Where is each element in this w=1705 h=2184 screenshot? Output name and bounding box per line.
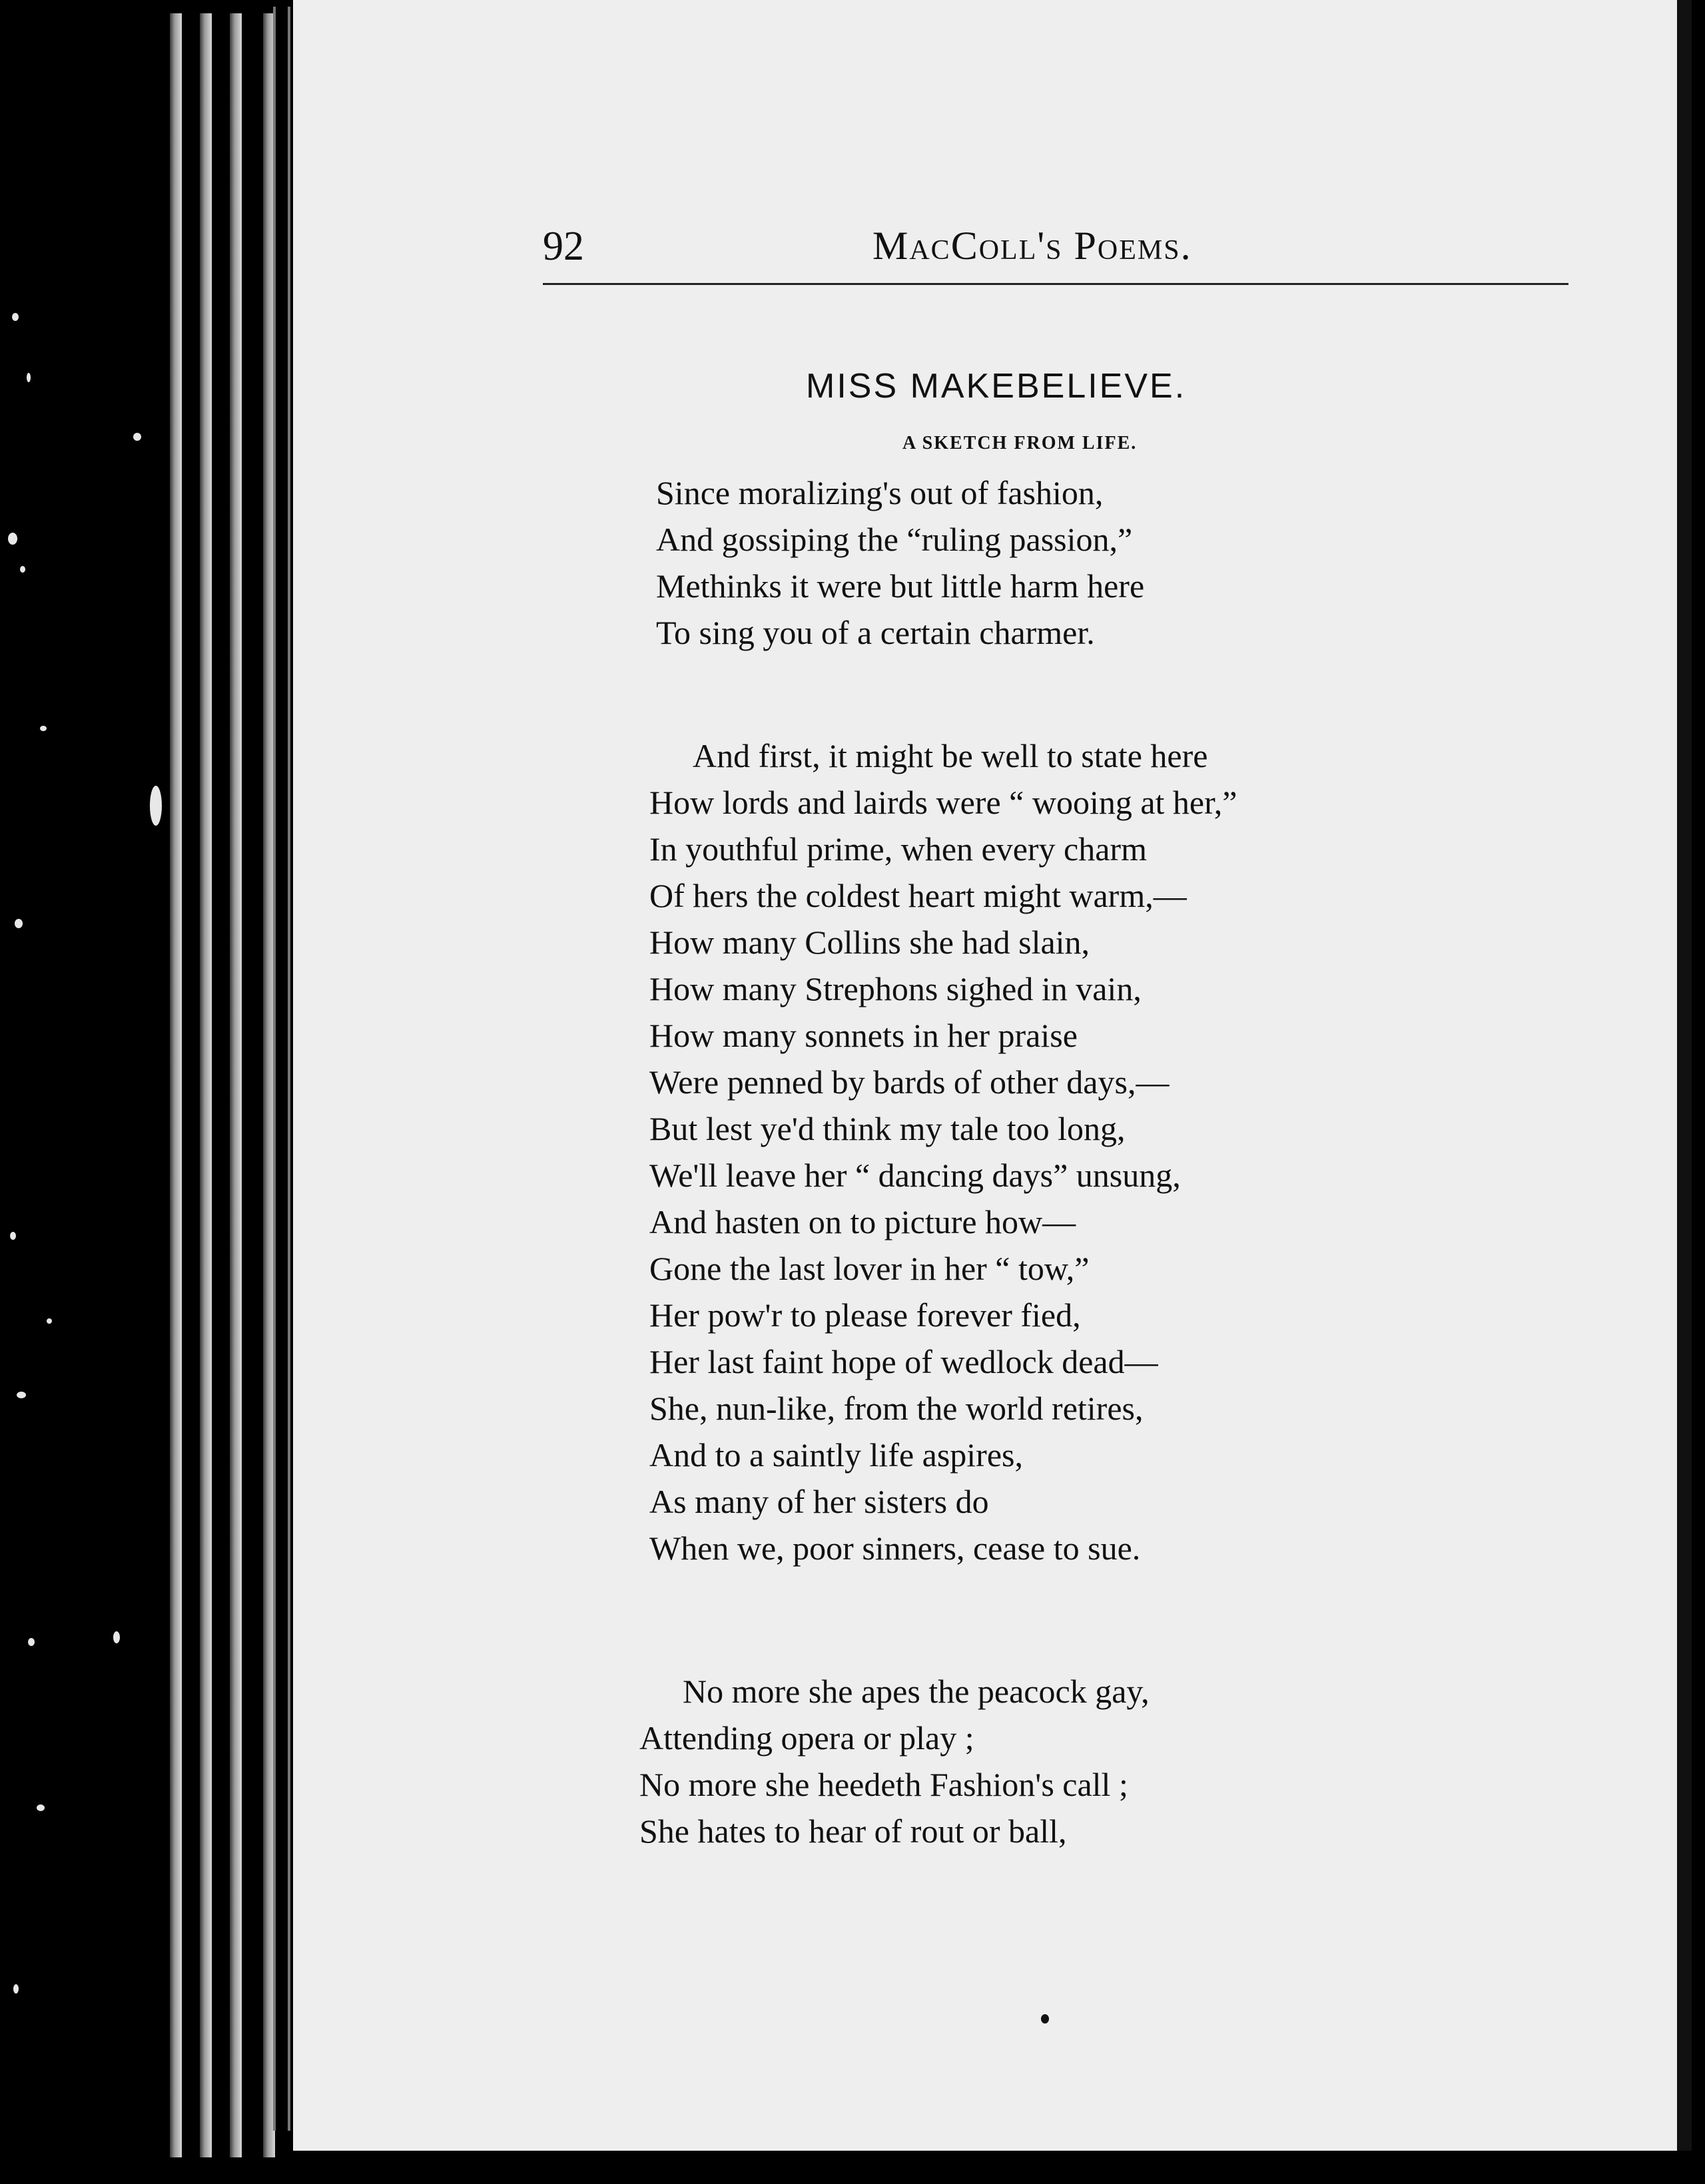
poem-line: And hasten on to picture how— bbox=[649, 1203, 1076, 1240]
poem-line: How many Collins she had slain, bbox=[649, 924, 1090, 961]
poem-line: No more she heedeth Fashion's call ; bbox=[639, 1766, 1128, 1803]
running-title: MacColl's Poems. bbox=[872, 224, 1192, 268]
stanza-1 bbox=[656, 469, 1144, 656]
poem-line: Her last faint hope of wedlock dead— bbox=[649, 1343, 1158, 1380]
poem-line: We'll leave her “ dancing days” unsung, bbox=[649, 1157, 1181, 1194]
poem-line: Methinks it were but little harm here bbox=[656, 567, 1145, 605]
poem-line: No more she apes the peacock gay, bbox=[683, 1673, 1150, 1710]
page-edge bbox=[200, 13, 212, 2157]
poem-line: And gossiping the “ruling passion,” bbox=[656, 521, 1133, 558]
scan-speck bbox=[27, 373, 31, 382]
poem-line: And to a saintly life aspires, bbox=[649, 1436, 1023, 1474]
poem-line: She, nun-like, from the world retires, bbox=[649, 1390, 1144, 1427]
scan-speck bbox=[17, 1392, 26, 1398]
poem-line: As many of her sisters do bbox=[649, 1483, 989, 1520]
poem-line: When we, poor sinners, cease to sue. bbox=[649, 1529, 1141, 1567]
poem-line: Of hers the coldest heart might warm,— bbox=[649, 877, 1187, 914]
scan-speck bbox=[113, 1631, 120, 1643]
poem-line: Attending opera or play ; bbox=[639, 1719, 974, 1757]
poem-line: How many Strephons sighed in vain, bbox=[649, 970, 1142, 1007]
poem-line: Since moralizing's out of fashion, bbox=[656, 474, 1104, 511]
stanza-2 bbox=[649, 732, 1237, 1571]
page-header bbox=[543, 223, 1565, 290]
poem-line: In youthful prime, when every charm bbox=[649, 830, 1147, 868]
scan-speck bbox=[47, 1318, 52, 1324]
page-edge bbox=[230, 13, 242, 2157]
poem-subtitle: A SKETCH FROM LIFE. bbox=[902, 433, 1138, 453]
page-number: 92 bbox=[543, 224, 584, 269]
scan-speck bbox=[15, 919, 23, 928]
page-edge-line bbox=[273, 7, 276, 2131]
ink-dot bbox=[1041, 2014, 1049, 2024]
scan-speck bbox=[133, 433, 141, 441]
scan-speck bbox=[150, 786, 162, 826]
scan-speck bbox=[8, 533, 17, 545]
poem-title: MISS MAKEBELIEVE. bbox=[806, 367, 1187, 406]
scan-speck bbox=[28, 1638, 35, 1646]
stanza-3 bbox=[639, 1668, 1150, 1854]
poem-line: Her pow'r to please forever fied, bbox=[649, 1296, 1081, 1334]
poem-line: Were penned by bards of other days,— bbox=[649, 1063, 1170, 1101]
poem-line: But lest ye'd think my tale too long, bbox=[649, 1110, 1126, 1147]
poem-line: Gone the last lover in her “ tow,” bbox=[649, 1250, 1090, 1287]
poem-line: To sing you of a certain charmer. bbox=[656, 614, 1095, 651]
header-rule bbox=[543, 283, 1568, 285]
scan-speck bbox=[10, 1232, 16, 1240]
scan-speck bbox=[37, 1804, 45, 1811]
page-edge-line bbox=[288, 7, 290, 2131]
scan-speck bbox=[40, 726, 47, 731]
poem-line: How lords and lairds were “ wooing at her,” bbox=[649, 784, 1237, 821]
page-edge bbox=[170, 13, 182, 2157]
poem-line: And first, it might be well to state here bbox=[693, 737, 1208, 774]
poem-line: How many sonnets in her praise bbox=[649, 1017, 1078, 1054]
scan-speck bbox=[20, 566, 25, 573]
poem-line: She hates to hear of rout or ball, bbox=[639, 1812, 1067, 1850]
scan-speck bbox=[13, 1984, 19, 1994]
scan-speck bbox=[12, 313, 19, 321]
